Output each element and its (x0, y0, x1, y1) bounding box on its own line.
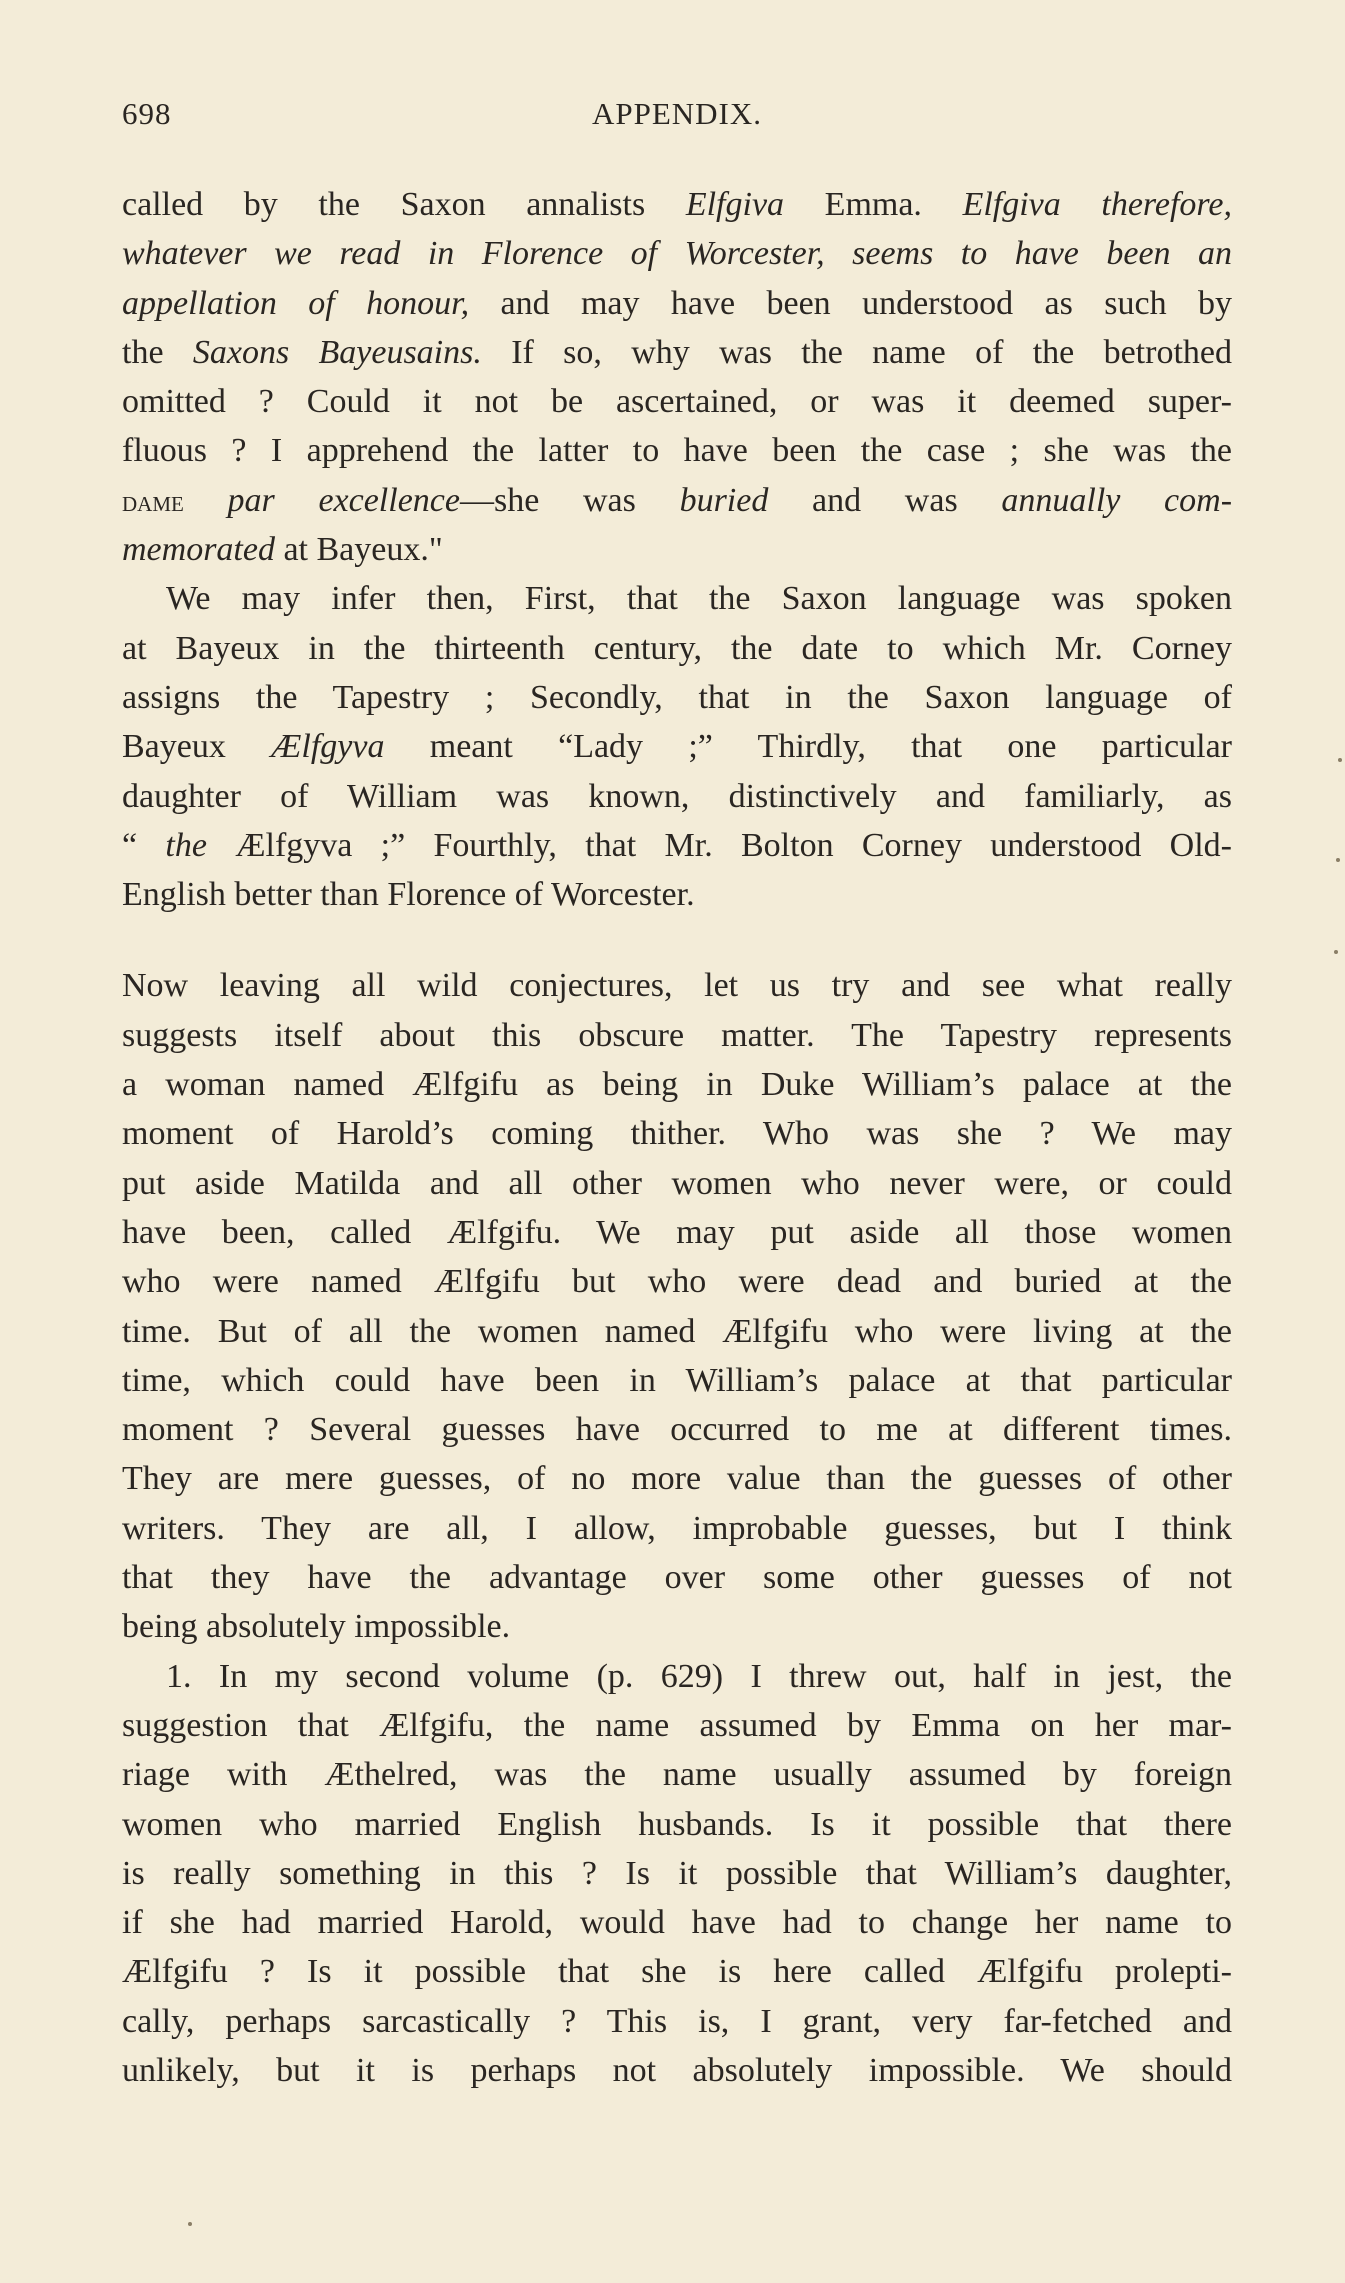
body-text (122, 180, 1232, 2095)
text-line (122, 279, 1232, 328)
text-line (122, 1849, 1232, 1898)
text-line (122, 328, 1232, 377)
text-run: that they have the advantage over some other guesses of not (122, 1559, 1232, 1597)
text-run: Ælfgifu ? Is it possible that she is here called Ælfgifu prolepti- (122, 1953, 1232, 1991)
italic-text: Elfgiva (685, 186, 785, 223)
paragraph (122, 961, 1232, 1651)
text-run: Now leaving all wild conjectures, let us try and see what really (122, 967, 1232, 1005)
text-line (122, 1060, 1232, 1109)
text-run: —she was (459, 481, 680, 519)
text-line (122, 1504, 1232, 1553)
text-line (122, 673, 1232, 722)
italic-text: par excellence (227, 481, 460, 519)
print-speck (1338, 758, 1342, 762)
text-line (122, 2046, 1232, 2095)
text-run: fluous ? I apprehend the latter to have been the case ; she was the (122, 432, 1232, 470)
italic-text: annually com- (1001, 481, 1233, 519)
text-run: suggests itself about this obscure matter. The Tapestry represents (122, 1016, 1232, 1054)
text-line (122, 525, 1232, 574)
text-line (122, 1652, 1232, 1701)
text-run: daughter of William was known, distinctively and familiarly, as (122, 777, 1232, 815)
text-line (122, 624, 1232, 673)
text-line (122, 1208, 1232, 1257)
print-speck (1334, 950, 1338, 954)
text-run: cally, perhaps sarcastically ? This is, I grant, very far-fetched and (122, 2002, 1232, 2040)
text-run: at Bayeux in the thirteenth century, the date to which Mr. Corney (122, 629, 1232, 667)
text-run: who were named Ælfgifu but who were dead and buried at the (122, 1263, 1232, 1301)
text-run: at Bayeux." (274, 531, 443, 569)
text-line (122, 1159, 1232, 1208)
text-run: the (122, 333, 193, 371)
text-run: time, which could have been in William’s palace at that particular (122, 1361, 1232, 1399)
text-run: omitted ? Could it not be ascertained, or was it deemed super- (122, 383, 1232, 421)
text-run: assigns the Tapestry ; Secondly, that in the Saxon language of (122, 678, 1232, 716)
text-run: They are mere guesses, of no more value than the guesses of other (122, 1460, 1232, 1498)
running-title: APPENDIX. (591, 96, 763, 131)
text-run: being absolutely impossible. (122, 1608, 511, 1646)
text-line (122, 821, 1232, 870)
page-number: 698 (122, 96, 172, 131)
text-line (122, 1307, 1232, 1356)
text-run: moment of Harold’s coming thither. Who was she ? We may (122, 1115, 1232, 1153)
italic-text: buried (679, 481, 769, 519)
text-run: suggestion that Ælfgifu, the name assumed by Emma on her mar- (122, 1706, 1232, 1744)
italic-text: appellation of honour, (122, 284, 470, 322)
text-run: have been, called Ælfgifu. We may put aside all those women (122, 1213, 1232, 1251)
text-run: and may have been understood as such by (469, 284, 1232, 322)
text-line (122, 377, 1232, 426)
text-run: riage with Æthelred, was the name usually assumed by foreign (122, 1756, 1232, 1794)
italic-text: memorated (122, 531, 275, 569)
text-line (122, 1405, 1232, 1454)
text-line (122, 772, 1232, 821)
text-line (122, 722, 1232, 771)
small-caps-text: dame (122, 484, 184, 518)
text-run: Bayeux (122, 728, 272, 766)
text-line (122, 1109, 1232, 1158)
italic-text: whatever we read in Florence of Worcester, seems to have been an (122, 235, 1232, 273)
text-line (122, 574, 1232, 623)
paragraph (122, 574, 1232, 919)
print-speck (188, 2222, 192, 2226)
text-line (122, 1997, 1232, 2046)
text-run: writers. They are all, I allow, improbable guesses, but I think (122, 1509, 1232, 1547)
paragraph (122, 1652, 1232, 2096)
print-speck (1336, 858, 1340, 862)
running-head (122, 96, 1232, 136)
italic-text: Ælfgyva (271, 728, 385, 766)
text-line (122, 1701, 1232, 1750)
text-run: women who married English husbands. Is it possible that there (122, 1805, 1232, 1843)
text-run: moment ? Several guesses have occurred to me at different times. (122, 1411, 1232, 1449)
text-line (122, 1800, 1232, 1849)
text-line (122, 1356, 1232, 1405)
text-line (122, 1947, 1232, 1996)
text-run: English better than Florence of Worcester. (122, 876, 695, 914)
text-line (122, 1750, 1232, 1799)
text-run: Emma. (784, 186, 963, 223)
italic-text: Saxons Bayeusains. (192, 333, 482, 371)
text-line (122, 870, 1232, 919)
text-run: time. But of all the women named Ælfgifu who were living at the (122, 1312, 1232, 1350)
text-run: meant “Lady ;” Thirdly, that one particular (384, 728, 1233, 766)
text-run: “ (122, 826, 166, 864)
text-line (122, 229, 1232, 278)
text-line (122, 1898, 1232, 1947)
text-run: 1. In my second volume (p. 629) I threw out, half in jest, the (166, 1657, 1232, 1695)
italic-text: Elfgiva therefore, (962, 186, 1232, 223)
text-line (122, 1454, 1232, 1503)
text-run: is really something in this ? Is it possible that William’s daughter, (122, 1854, 1232, 1892)
text-line (122, 961, 1232, 1010)
text-run: We may infer then, First, that the Saxon language was spoken (166, 580, 1232, 618)
paragraph (122, 180, 1232, 574)
text-run: and was (768, 481, 1002, 519)
text-line (122, 1011, 1232, 1060)
text-run: Ælfgyva ;” Fourthly, that Mr. Bolton Corney understood Old- (206, 826, 1233, 864)
italic-text: the (165, 826, 207, 864)
text-line (122, 1257, 1232, 1306)
text-run: put aside Matilda and all other women who never were, or could (122, 1164, 1232, 1202)
text-run: if she had married Harold, would have had to change her name to (122, 1904, 1232, 1942)
text-line (122, 180, 1232, 229)
text-run (184, 482, 228, 519)
text-line (122, 476, 1232, 525)
text-line (122, 1553, 1232, 1602)
text-line (122, 426, 1232, 475)
text-run: unlikely, but it is perhaps not absolutely impossible. We should (122, 2051, 1232, 2089)
text-run: a woman named Ælfgifu as being in Duke William’s palace at the (122, 1066, 1232, 1104)
text-run: If so, why was the name of the betrothed (481, 333, 1232, 371)
text-line (122, 1602, 1232, 1651)
text-run: called by the Saxon annalists (122, 186, 686, 223)
